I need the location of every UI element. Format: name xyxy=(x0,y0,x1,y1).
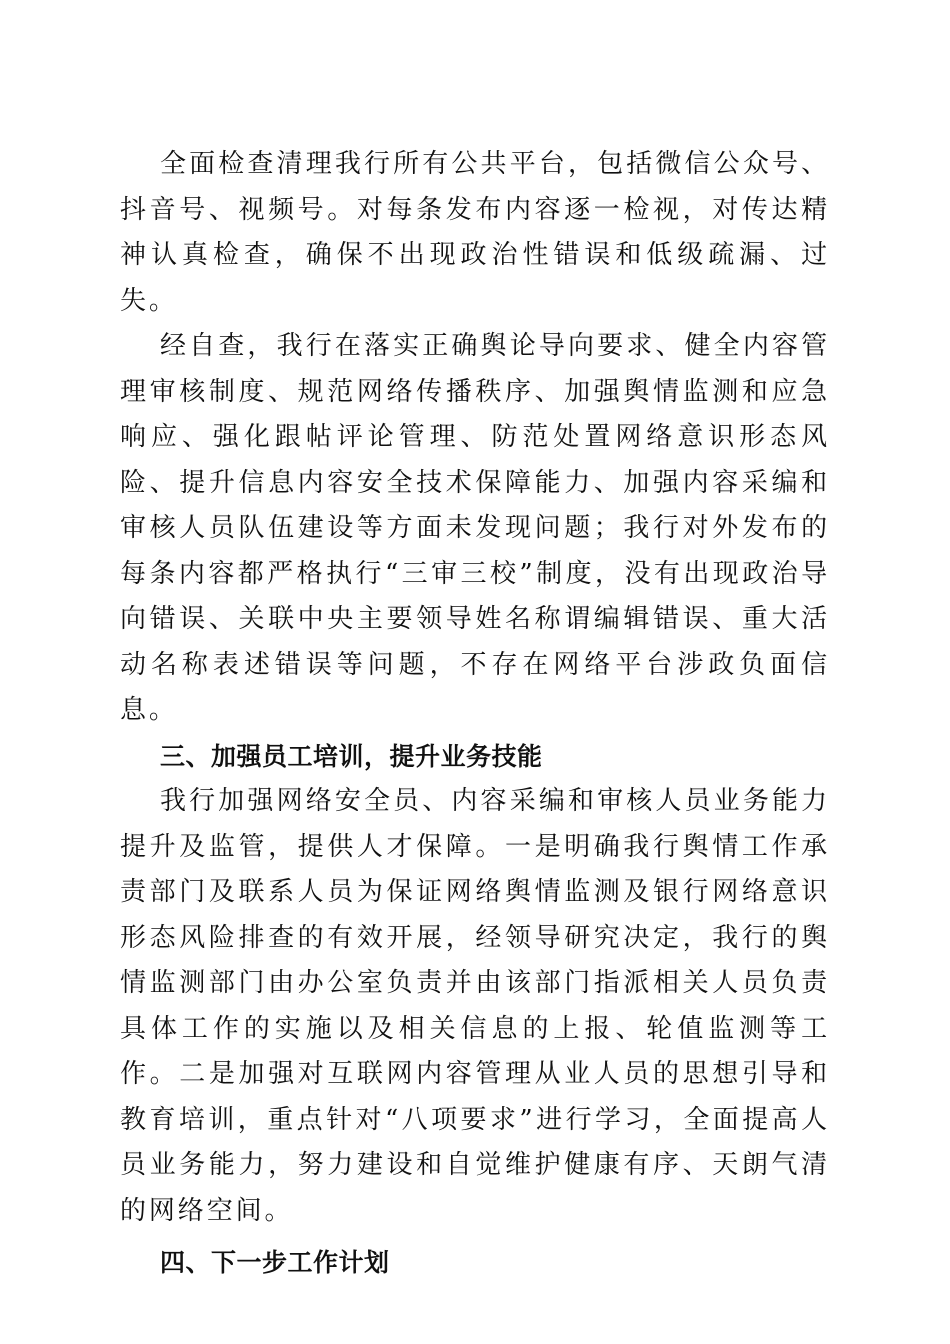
paragraph-platform-check: 全面检查清理我行所有公共平台，包括微信公众号、抖音号、视频号。对每条发布内容逐一检视，对传达精神认真检查，确保不出现政治性错误和低级疏漏、过失。 xyxy=(120,149,830,316)
section-3-heading: 三、加强员工培训，提升业务技能 xyxy=(160,741,543,771)
paragraph-self-inspection: 经自查，我行在落实正确舆论导向要求、健全内容管理审核制度、规范网络传播秩序、加强舆情监测和应急响应、强化跟帖评论管理、防范处置网络意识形态风险、提升信息内容安全技术保障能力、加强内容采编和审核人员队伍建设等方面未发现问题；我行对外发布的每条内容都严格执行“三审三校”制度，没有出现政治导向错误、关联中央主要领导姓名称谓编辑错误、重大活动名称表述错误等问题，不存在网络平台涉政负面信息。 xyxy=(120,331,830,725)
document-body xyxy=(120,142,830,1286)
section-4-heading: 四、下一步工作计划 xyxy=(160,1248,390,1277)
paragraph-staff-training: 我行加强网络安全员、内容采编和审核人员业务能力提升及监管，提供人才保障。一是明确我行舆情工作承责部门及联系人员为保证网络舆情监测及银行网络意识形态风险排查的有效开展，经领导研究决定，我行的舆情监测部门由办公室负责并由该部门指派相关人员负责具体工作的实施以及相关信息的上报、轮值监测等工作。二是加强对互联网内容管理从业人员的思想引导和教育培训，重点针对“八项要求”进行学习，全面提高人员业务能力，努力建设和自觉维护健康有序、天朗气清的网络空间。 xyxy=(120,786,830,1226)
